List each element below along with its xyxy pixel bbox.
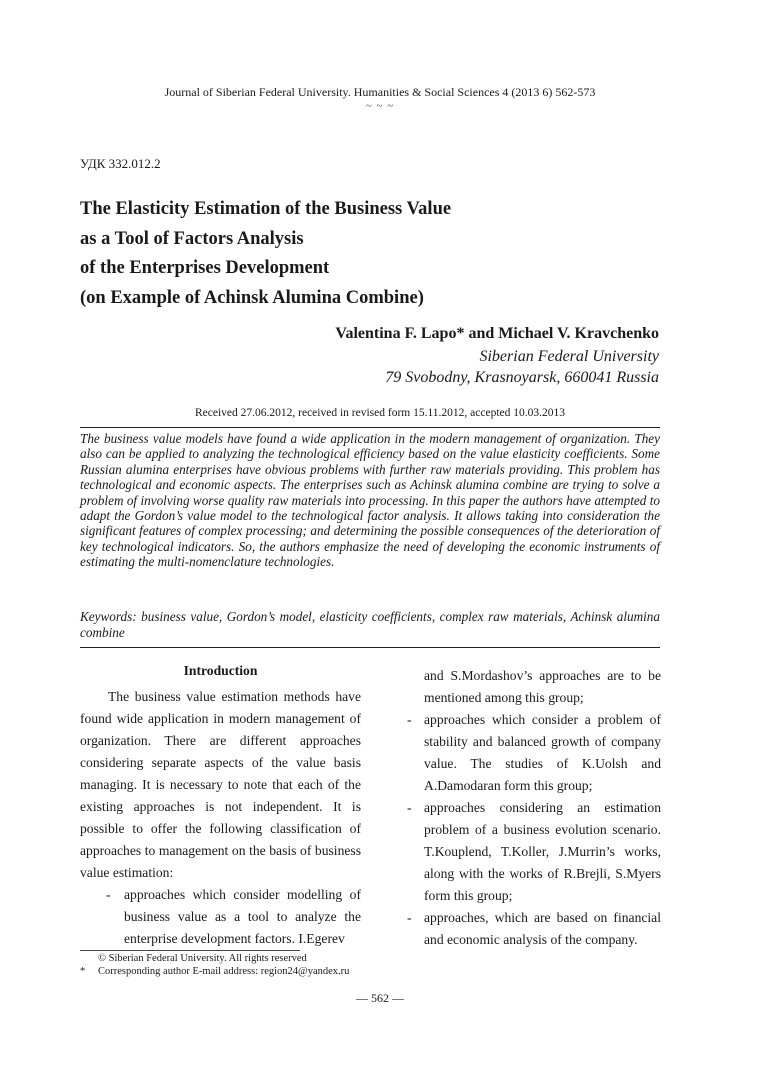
affiliation-address: 79 Svobodny, Krasnoyarsk, 660041 Russia bbox=[385, 369, 659, 386]
list-dash: - bbox=[106, 887, 111, 902]
list-item bbox=[407, 907, 661, 951]
list-item bbox=[407, 797, 661, 907]
section-heading-introduction: Introduction bbox=[183, 663, 258, 678]
list-dash: - bbox=[407, 800, 412, 815]
page-number: — 562 — bbox=[356, 991, 404, 1005]
keywords-text: Keywords: business value, Gordon’s model, elasticity coefficients, complex raw materials, Achinsk alumina combine bbox=[80, 609, 660, 640]
intro-paragraph: The business value estimation methods have found wide application in modern management of organization. There are different approaches considering separate aspects of the value basis managing. It is necessary to note that each of the existing approaches is not independent. It is possible to offer the following classification of approaches to management on the basis of business value estimation: bbox=[80, 689, 361, 880]
left-column bbox=[80, 660, 361, 950]
abstract-top-rule bbox=[80, 427, 660, 428]
affiliation-institution: Siberian Federal University bbox=[479, 348, 659, 365]
list-item-text: approaches which consider a problem of stability and balanced growth of company value. The studies of K.Uolsh and A.Damodaran form this group; bbox=[424, 712, 661, 793]
title-line: (on Example of Achinsk Alumina Combine) bbox=[80, 287, 424, 308]
udk-code: УДК 332.012.2 bbox=[80, 156, 161, 171]
list-item-text: approaches which consider modelling of business value as a tool to analyze the enterprise development factors. I.Egerev bbox=[124, 887, 361, 946]
list-item-text: approaches considering an estimation problem of a business evolution scenario. T.Kouplend, T.Koller, J.Murrin’s works, along with the works of R.Brejli, S.Myers form this group; bbox=[424, 800, 661, 903]
list-item-continuation: and S.Mordashov’s approaches are to be mentioned among this group; bbox=[424, 668, 661, 705]
right-column bbox=[407, 665, 661, 951]
abstract-bottom-rule bbox=[80, 647, 660, 648]
author-names: Valentina F. Lapo* and Michael V. Kravchenko bbox=[335, 325, 659, 342]
journal-header: Journal of Siberian Federal University. Humanities & Social Sciences 4 (2013 6) 562-573 bbox=[164, 85, 596, 99]
title-line: The Elasticity Estimation of the Business Value bbox=[80, 199, 452, 219]
title-line: of the Enterprises Development bbox=[80, 258, 330, 278]
abstract-text: The business value models have found a wide application in the modern management of organization. They also can be applied to analyzing the technological efficiency based on the value elasticity coefficients. Some Russian alumina enterprises have obvious problems with further raw materials providing. This problem has technological and economic aspects. The enterprises such as Achinsk alumina combine are trying to solve a problem of involving worse quality raw materials into processing. In this paper the authors have attempted to adapt the Gordon’s value model to the technological factor analysis. It allows taking into consideration the significant features of complex processing; and determining the possible consequences of the deterioration of key technological indicators. So, the authors emphasize the need of developing the economic instruments of estimating the multi-nomenclature technologies. bbox=[80, 431, 660, 570]
list-item-text: approaches, which are based on financial and economic analysis of the company. bbox=[424, 910, 661, 947]
title-line: as a Tool of Factors Analysis bbox=[80, 228, 304, 249]
author-affiliation bbox=[385, 346, 659, 388]
footnote-corresponding-text: Corresponding author E-mail address: region24@yandex.ru bbox=[98, 966, 350, 977]
list-item bbox=[407, 709, 661, 797]
article-title bbox=[80, 195, 640, 313]
list-dash: - bbox=[407, 910, 412, 925]
footnote-copyright: © Siberian Federal University. All rights reserved bbox=[98, 953, 307, 964]
received-dates: Received 27.06.2012, received in revised form 15.11.2012, accepted 10.03.2013 bbox=[194, 407, 566, 419]
list-item bbox=[80, 884, 361, 950]
footnote-asterisk: * bbox=[80, 966, 86, 977]
list-dash: - bbox=[407, 712, 412, 727]
header-ornament: ~ ~ ~ bbox=[365, 100, 395, 112]
footnote-corresponding bbox=[80, 966, 349, 977]
footnote-rule bbox=[80, 950, 300, 951]
